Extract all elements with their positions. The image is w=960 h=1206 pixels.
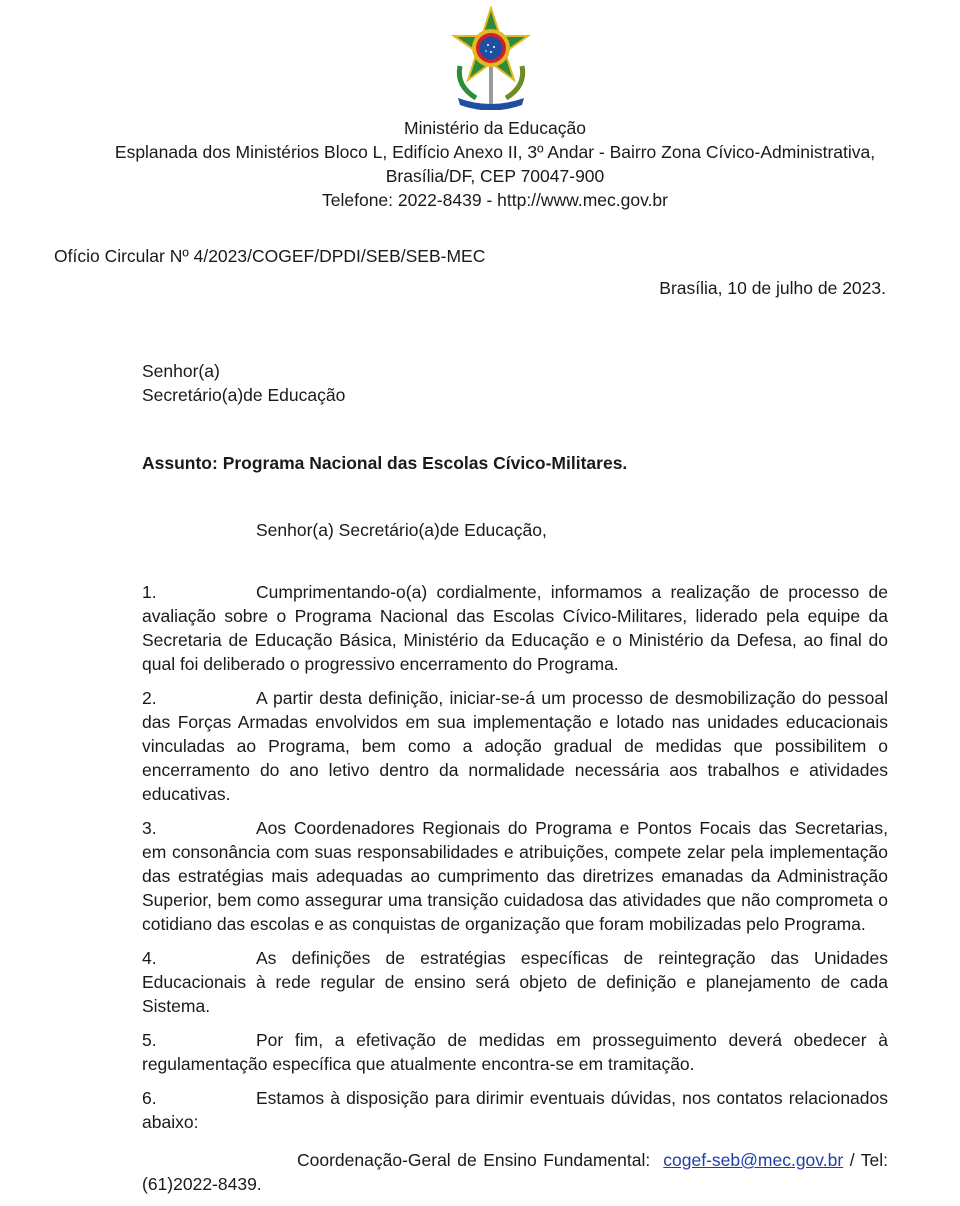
letter-body <box>142 580 888 1206</box>
paragraph-6 <box>142 1086 888 1134</box>
paragraph-number: 6. <box>142 1088 157 1108</box>
paragraph-number: 1. <box>142 582 157 602</box>
paragraph-number: 5. <box>142 1030 157 1050</box>
salutation: Senhor(a) Secretário(a)de Educação, <box>256 520 547 540</box>
paragraph-text: A partir desta definição, iniciar-se-á um processo de desmobilização do pessoal das Forças Armadas envolvidos em sua implementação e lotado nas unidades educacionais vinculadas ao Programa, bem como a adoção gradual de medidas que possibilitem o encerramento do ano letivo dentro da normalidade necessária aos trabalhos e atividades educativas. <box>142 688 888 804</box>
paragraph-3 <box>142 816 888 936</box>
contact-tel-label: / Tel: <box>849 1150 888 1170</box>
paragraph-number: 4. <box>142 948 157 968</box>
contact-email-link[interactable]: cogef-seb@mec.gov.br <box>663 1150 844 1170</box>
paragraph-4 <box>142 946 888 1018</box>
paragraph-text: As definições de estratégias específicas de reintegração das Unidades Educacionais à rede regular de ensino será objeto de definição e planejamento de cada Sistema. <box>142 948 888 1016</box>
ministry-name: Ministério da Educação <box>404 118 586 138</box>
letterhead <box>0 116 960 212</box>
address-line-2: Brasília/DF, CEP 70047-900 <box>385 166 605 186</box>
address-line-1: Esplanada dos Ministérios Bloco L, Edifício Anexo II, 3º Andar - Bairro Zona Cívico-Administrativa, <box>114 142 876 162</box>
contact-line <box>142 1148 888 1196</box>
addressee-block <box>142 359 345 407</box>
contact-label: Coordenação-Geral de Ensino Fundamental: <box>297 1150 651 1170</box>
paragraph-text: Por fim, a efetivação de medidas em prosseguimento deverá obedecer à regulamentação específica que atualmente encontra-se em tramitação. <box>142 1030 888 1074</box>
letter-date: Brasília, 10 de julho de 2023. <box>659 278 886 298</box>
paragraph-1 <box>142 580 888 676</box>
subject-line: Assunto: Programa Nacional das Escolas Cívico-Militares. <box>142 453 628 473</box>
paragraph-number: 3. <box>142 818 157 838</box>
coat-of-arms-emblem <box>448 6 534 110</box>
oficio-number: Ofício Circular Nº 4/2023/COGEF/DPDI/SEB/SEB-MEC <box>54 246 486 266</box>
paragraph-text: Aos Coordenadores Regionais do Programa e Pontos Focais das Secretarias, em consonância com suas responsabilidades e atribuições, compete zelar pela implementação das estratégias mais adequadas ao cumprimento das diretrizes emanadas da Administração Superior, bem como assegurar uma transição cuidadosa das atividades que não comprometa o cotidiano das escolas e as conquistas de organização que foram mobilizadas pelo Programa. <box>142 818 888 934</box>
paragraph-number: 2. <box>142 688 157 708</box>
paragraph-2 <box>142 686 888 806</box>
contact-tel: (61)2022-8439. <box>142 1174 262 1194</box>
addressee-line-2: Secretário(a)de Educação <box>142 385 346 405</box>
paragraph-text: Cumprimentando-o(a) cordialmente, informamos a realização de processo de avaliação sobre o Programa Nacional das Escolas Cívico-Militares, liderado pela equipe da Secretaria de Educação Básica, Ministério da Educação e o Ministério da Defesa, ao final do qual foi deliberado o progressivo encerramento do Programa. <box>142 582 888 674</box>
paragraph-5 <box>142 1028 888 1076</box>
phone-line: Telefone: 2022-8439 - http://www.mec.gov.br <box>322 190 668 210</box>
paragraph-text: Estamos à disposição para dirimir eventuais dúvidas, nos contatos relacionados abaixo: <box>142 1088 888 1132</box>
addressee-line-1: Senhor(a) <box>142 361 220 381</box>
